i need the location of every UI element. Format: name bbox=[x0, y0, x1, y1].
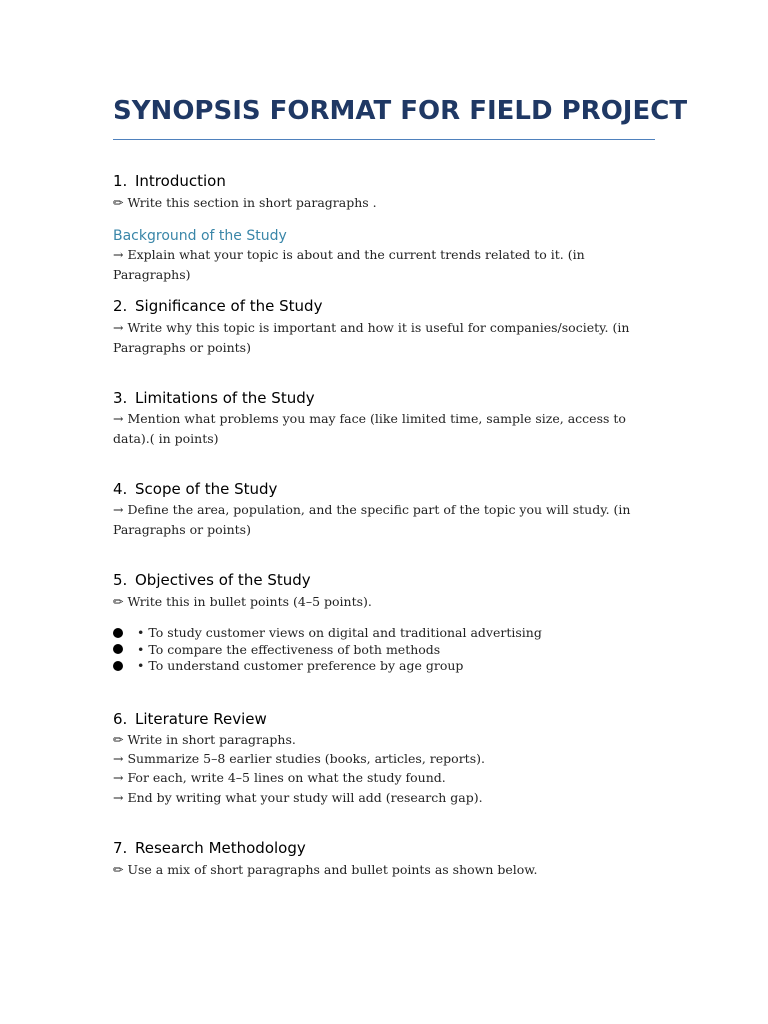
bullet-text: • To understand customer preference by age group bbox=[137, 658, 464, 673]
literature-line-3: → For each, write 4–5 lines on what the study found. bbox=[113, 770, 446, 785]
list-item bbox=[113, 658, 658, 675]
background-instruction: → Explain what your topic is about and the current trends related to it. (in Paragraphs) bbox=[113, 247, 585, 282]
subheading-background: Background of the Study bbox=[113, 228, 287, 244]
section-title: Scope of the Study bbox=[135, 480, 278, 498]
section-title: Research Methodology bbox=[135, 839, 306, 857]
section-heading-introduction bbox=[113, 172, 226, 190]
list-item bbox=[113, 642, 658, 659]
section-title: Significance of the Study bbox=[135, 297, 323, 315]
section-title: Objectives of the Study bbox=[135, 571, 311, 589]
objectives-instruction: ✏ Write this in bullet points (4–5 points). bbox=[113, 594, 372, 609]
section-title: Introduction bbox=[135, 172, 226, 190]
section-heading-research-methodology bbox=[113, 839, 306, 857]
bullet-dot-icon bbox=[113, 644, 123, 654]
scope-instruction: → Define the area, population, and the specific part of the topic you will study. (in Paragraphs or points) bbox=[113, 502, 631, 537]
bullet-dot-icon bbox=[113, 628, 123, 638]
section-title: Literature Review bbox=[135, 710, 267, 728]
section-number: 6. bbox=[113, 710, 128, 728]
section-title: Limitations of the Study bbox=[135, 389, 315, 407]
list-item bbox=[113, 625, 658, 642]
section-number: 2. bbox=[113, 297, 128, 315]
section-number: 3. bbox=[113, 389, 128, 407]
title-underline bbox=[113, 139, 655, 140]
section-number: 5. bbox=[113, 571, 128, 589]
literature-line-1: ✏ Write in short paragraphs. bbox=[113, 732, 296, 747]
significance-instruction: → Write why this topic is important and how it is useful for companies/society. (in Paragraphs or points) bbox=[113, 320, 630, 355]
section-number: 7. bbox=[113, 839, 128, 857]
methodology-instruction: ✏ Use a mix of short paragraphs and bullet points as shown below. bbox=[113, 862, 538, 877]
bullet-text: • To study customer views on digital and traditional advertising bbox=[137, 625, 542, 640]
section-heading-limitations bbox=[113, 389, 315, 407]
introduction-instruction: ✏ Write this section in short paragraphs . bbox=[113, 195, 377, 210]
bullet-dot-icon bbox=[113, 661, 123, 671]
section-heading-scope bbox=[113, 480, 277, 498]
literature-line-4: → End by writing what your study will add (research gap). bbox=[113, 790, 483, 805]
document-title: SYNOPSIS FORMAT FOR FIELD PROJECT bbox=[113, 96, 688, 126]
bullet-text: • To compare the effectiveness of both methods bbox=[137, 641, 441, 657]
objectives-bullet-list bbox=[113, 625, 658, 675]
section-heading-literature-review bbox=[113, 710, 267, 728]
section-heading-objectives bbox=[113, 571, 311, 589]
section-heading-significance bbox=[113, 297, 322, 315]
limitations-instruction: → Mention what problems you may face (like limited time, sample size, access to data).( in points) bbox=[113, 411, 626, 446]
section-number: 1. bbox=[113, 172, 128, 190]
section-number: 4. bbox=[113, 480, 128, 498]
literature-line-2: → Summarize 5–8 earlier studies (books, articles, reports). bbox=[113, 751, 485, 766]
